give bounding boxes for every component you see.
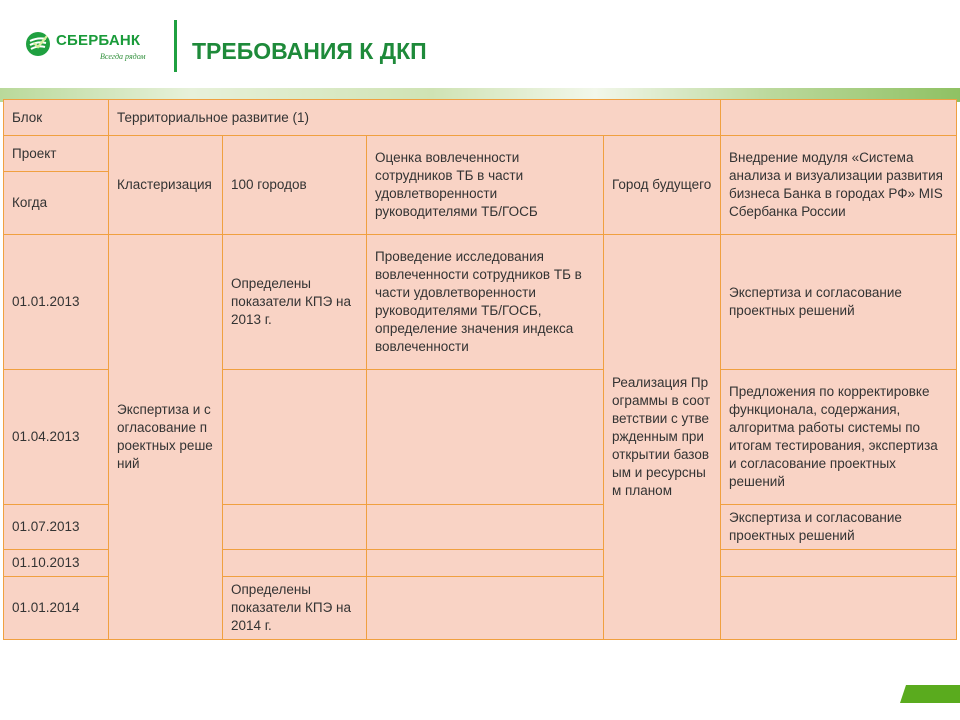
date-cell: 01.01.2014 bbox=[4, 577, 109, 640]
project-future-city: Город будущего bbox=[604, 136, 721, 235]
project-mis: Внедрение модуля «Система анализа и визуализации развития бизнеса Банка в городах РФ» MIS Сбербанка России bbox=[721, 136, 957, 235]
survey-cell bbox=[367, 577, 604, 640]
date-cell: 01.01.2013 bbox=[4, 235, 109, 370]
c100-cell bbox=[223, 550, 367, 577]
table-cell bbox=[721, 100, 957, 136]
survey-cell bbox=[367, 370, 604, 505]
sberbank-logo bbox=[24, 28, 154, 68]
decorative-green-bar bbox=[900, 685, 960, 703]
mis-cell: Экспертиза и согласование проектных решений bbox=[721, 505, 957, 550]
mis-cell: Предложения по корректировке функционала, содержания, алгоритма работы системы по итогам тестирования, экспертиза и согласование проектных решений bbox=[721, 370, 957, 505]
c100-cell bbox=[223, 370, 367, 505]
block-value: Территориальное развитие (1) bbox=[109, 100, 721, 136]
logo-slogan: Всегда рядом bbox=[100, 52, 146, 61]
title-divider bbox=[174, 20, 177, 72]
sberbank-logo-icon bbox=[24, 30, 52, 58]
project-clustering: Кластеризация bbox=[109, 136, 223, 235]
c100-cell: Определены показатели КПЭ на 2013 г. bbox=[223, 235, 367, 370]
date-cell: 01.04.2013 bbox=[4, 370, 109, 505]
future-city-span: Реализация Программы в соответствии с утвержденным при открытии базовым и ресурсным планом bbox=[604, 235, 721, 640]
clustering-span: Экспертиза и согласование проектных решений bbox=[109, 235, 223, 640]
table-row bbox=[4, 235, 957, 370]
mis-cell: Экспертиза и согласование проектных решений bbox=[721, 235, 957, 370]
date-cell: 01.07.2013 bbox=[4, 505, 109, 550]
survey-cell bbox=[367, 505, 604, 550]
when-label: Когда bbox=[4, 172, 109, 235]
project-engagement: Оценка вовлеченности сотрудников ТБ в части удовлетворенности руководителями ТБ/ГОСБ bbox=[367, 136, 604, 235]
c100-cell: Определены показатели КПЭ на 2014 г. bbox=[223, 577, 367, 640]
logo-name: СБЕРБАНК bbox=[56, 32, 141, 49]
requirements-table bbox=[3, 99, 957, 640]
survey-cell: Проведение исследования вовлеченности сотрудников ТБ в части удовлетворенности руководителями ТБ/ГОСБ, определение значения индекса вовлеченности bbox=[367, 235, 604, 370]
c100-cell bbox=[223, 505, 367, 550]
page-title: ТРЕБОВАНИЯ К ДКП bbox=[192, 38, 427, 64]
date-cell: 01.10.2013 bbox=[4, 550, 109, 577]
survey-cell bbox=[367, 550, 604, 577]
mis-cell bbox=[721, 550, 957, 577]
mis-cell bbox=[721, 577, 957, 640]
project-label: Проект bbox=[4, 136, 109, 172]
table-row bbox=[4, 136, 957, 172]
project-100-cities: 100 городов bbox=[223, 136, 367, 235]
block-label: Блок bbox=[4, 100, 109, 136]
table-row bbox=[4, 100, 957, 136]
